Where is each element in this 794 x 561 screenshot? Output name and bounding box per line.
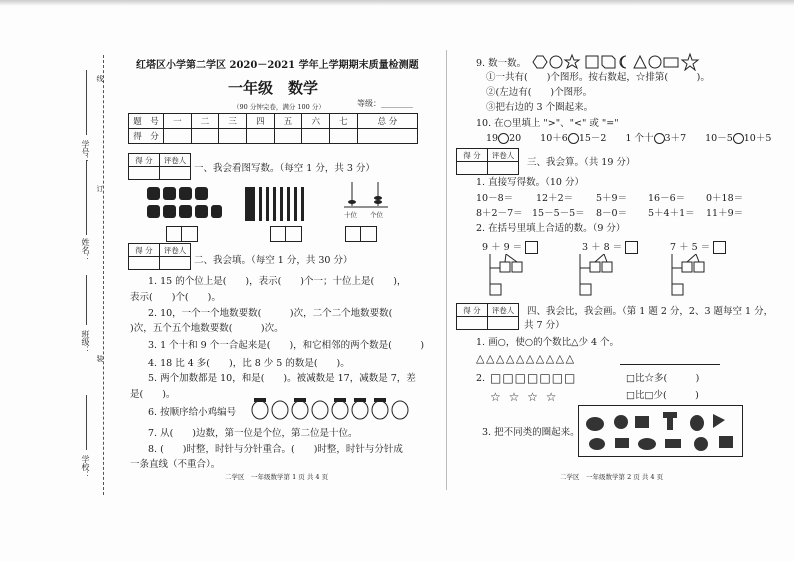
school-label: 学校： [81,455,90,479]
name-blank [86,160,87,235]
score-cell[interactable] [164,129,192,144]
cat-picture [145,185,223,223]
exam-title: 红塔区小学第二学区 2020－2021 学年上学期期末质量检测题 [136,60,419,71]
grader-cell[interactable] [457,317,488,330]
grader-box-sec1 [128,153,191,180]
grader-cell[interactable] [160,257,191,270]
score-col-7: 七 [330,114,358,129]
decompose-1 [486,254,536,300]
calc-1-1: 10－8＝ [476,193,514,204]
classify-picture [578,405,743,457]
abacus-ones-label: 个位 [370,211,383,219]
score-table [128,113,418,144]
star-row: ☆ ☆ ☆ ☆ [490,390,559,404]
answer-box[interactable] [713,241,726,254]
grade-label: 等级：________ [357,99,413,108]
name-label: 姓名： [81,238,90,262]
sec4-title-line2: 共 7 分） [524,320,565,331]
calc-2-4: 5＋4＋1＝ [648,208,695,219]
sec4-q2-part1: □比☆多( ) [626,373,700,384]
answer-box[interactable] [166,226,198,242]
calc-2-1: 8＋2－7＝ [476,208,523,219]
sec3-part2: 2. 在括号里填上合适的数。（9 分） [476,223,626,234]
answer-box[interactable] [625,241,638,254]
q10-item-e: 10＋5 [743,133,772,144]
q10-row [486,133,771,144]
grader-reviewer-label: 评卷人 [160,154,191,167]
grader-reviewer-label: 评卷人 [488,149,519,162]
exam-subject: 一年级 数学 [228,79,319,97]
eq-3-text: 7 ＋ 5 ＝ [670,242,711,253]
score-cell[interactable] [274,129,302,144]
draw-line[interactable] [620,364,720,365]
sec4-q2: 2. [476,373,486,384]
calc-1-5: 0＋18＝ [706,193,744,204]
calc-2-2: 15－5－5＝ [532,208,585,219]
grader-cell[interactable] [160,167,191,180]
eq-3 [670,241,726,254]
chick-row [250,396,420,422]
grader-reviewer-label: 评卷人 [160,244,191,257]
sec2-q5-line1: 5. 两个加数都是 10，和是( )。被减数是 17，减数是 7，差 [148,373,416,384]
score-col-3: 三 [219,114,247,129]
calc-2-3: 8－0＝ [596,208,628,219]
page-fold [446,50,447,490]
q10-item-c: 15－2 1 个十 [578,133,654,144]
eq-2 [582,241,638,254]
binding-char-3: 线 [96,75,104,82]
number-blank [86,70,87,135]
score-row-label: 得 分 [129,129,164,144]
eq-1 [482,241,538,254]
binding-char-1: 装 [96,355,104,362]
stick-icons [243,185,313,223]
calc-2-5: 11＋9＝ [706,208,744,219]
score-cell[interactable] [330,129,358,144]
q9-part3: ③把右边的 3 个圈起来。 [486,102,594,113]
sec2-q6: 6. 按顺序给小鸡编号 [148,407,237,418]
q10-item-b: 20 10＋6 [509,133,568,144]
page-footer-right: 二学区 一年级数学第 2 页 共 4 页 [560,473,664,481]
calc-1-4: 16－6＝ [648,193,686,204]
score-cell[interactable] [357,129,417,144]
sec4-title-line1: 四、我会比，我会画。（第 1 题 2 分，2、3 题每空 1 分， [527,306,774,317]
eq-1-text: 9 ＋ 9 ＝ [482,242,523,253]
q10-item-d: 3＋7 10－5 [664,133,733,144]
decompose-lines [576,254,626,300]
grader-box-sec4 [456,303,519,330]
sec3-title: 三、我会算。（共 19 分） [527,157,636,168]
sec3-part1: 1. 直接写得数。（10 分） [476,177,584,188]
sec2-q4: 4. 18 比 4 多( )，比 8 少 5 的数是( )。 [148,358,350,369]
school-blank [86,395,87,450]
triangle-row: △ △ △ △ △ △ △ △ △ △ [476,352,574,365]
grader-score-label: 得 分 [129,154,160,167]
class-blank [86,275,87,325]
abacus-rods [342,180,390,210]
decompose-3 [668,254,718,300]
chick-icons [250,396,420,422]
grader-cell[interactable] [129,257,160,270]
exam-meta: （90 分钟完卷，满分 100 分） [233,103,325,111]
number-label: 学号： [81,140,90,164]
sec2-q3: 3. 1 个十和 9 个一合起来是( )，和它相邻的两个数是( ) [148,340,425,351]
compare-circle[interactable] [498,133,509,144]
grader-reviewer-label: 评卷人 [488,304,519,317]
eq-2-text: 3 ＋ 8 ＝ [582,242,623,253]
score-col-5: 五 [274,114,302,129]
score-col-1: 一 [164,114,192,129]
class-label: 班级： [81,330,90,354]
sec4-q1: 1. 画○，使○的个数比△少 4 个。 [476,337,620,348]
page-footer-left: 二学区 一年级数学第 1 页 共 4 页 [225,473,329,481]
classify-icons [579,406,742,456]
sec1-title: 一、我会看图写数。（每空 1 分，共 3 分） [194,163,375,174]
calc-1-2: 12＋2＝ [536,193,574,204]
decompose-lines [668,254,718,300]
sec2-q2-line1: 2. 10，一个一个地数要数( )次，二个二个地数要数( [148,308,421,319]
q9-shape-icons [530,53,700,71]
sec2-q8-line1: 8. ( )时整，时针与分针重合。( )时整，时针与分针成 [148,444,403,455]
compare-circle[interactable] [654,133,665,144]
grader-cell[interactable] [488,317,519,330]
sec2-q1-line1: 1. 15 的个位上是( )，表示( )个一；十位上是( )， [148,276,407,287]
score-col-6: 六 [302,114,330,129]
score-col-total: 总 分 [357,114,417,129]
compare-circle[interactable] [733,133,744,144]
q9-part2: ②(左边有( )个图形。 [486,87,593,98]
scan-edge [0,0,794,6]
abacus [342,180,390,210]
q10-label: 10. 在○里填上 ">"、"<" 或 "=" [476,118,619,129]
q9-shapes [530,53,700,71]
score-table-header: 题 号 [129,114,164,129]
sec2-q2-line2: )次，五个五个地数要数( )次。 [130,323,284,334]
answer-box[interactable] [525,241,538,254]
sec4-q2-part2: □比□少( ) [626,390,699,401]
sec2-q8-line2: 一条直线（不重合）。 [130,459,221,470]
grader-cell[interactable] [488,162,519,175]
decompose-lines [486,254,536,300]
score-cell[interactable] [302,129,330,144]
grader-box-sec3 [456,148,519,175]
grader-score-label: 得 分 [457,149,488,162]
binding-line [103,55,104,495]
binding-char-2: 订 [96,185,104,192]
grader-cell[interactable] [129,167,160,180]
grader-score-label: 得 分 [457,304,488,317]
q9-part1: ①一共有( )个图形。按右数起，☆排第( )。 [486,72,710,83]
sec2-q5-line2: 是( )。 [130,389,176,400]
score-col-4: 四 [247,114,275,129]
square-row: □□□□□□□ [490,371,577,385]
sec2-q1-line2: 表示( )个( )。 [130,292,221,303]
grader-box-sec2 [128,243,191,270]
sec2-q7: 7. 从( )边数，第一位是个位，第二位是十位。 [148,428,358,439]
score-cell[interactable] [247,129,275,144]
decompose-2 [576,254,626,300]
abacus-tens-label: 十位 [344,211,357,219]
score-cell[interactable] [219,129,247,144]
sec2-title: 二、我会填。（每空 1 分，共 30 分） [194,255,353,266]
grader-score-label: 得 分 [129,244,160,257]
q9-label: 9. 数一数。 [476,58,527,69]
q10-item-a: 19 [486,133,499,144]
answer-box[interactable] [270,226,302,242]
grader-cell[interactable] [457,162,488,175]
score-cell[interactable] [191,129,219,144]
compare-circle[interactable] [568,133,579,144]
stick-bundles [243,185,313,223]
cat-icons [145,185,223,223]
score-col-2: 二 [191,114,219,129]
sec4-q3: 3. 把不同类的圈起来。 [482,427,580,438]
calc-1-3: 5＋9＝ [596,193,628,204]
answer-box[interactable] [345,226,377,242]
